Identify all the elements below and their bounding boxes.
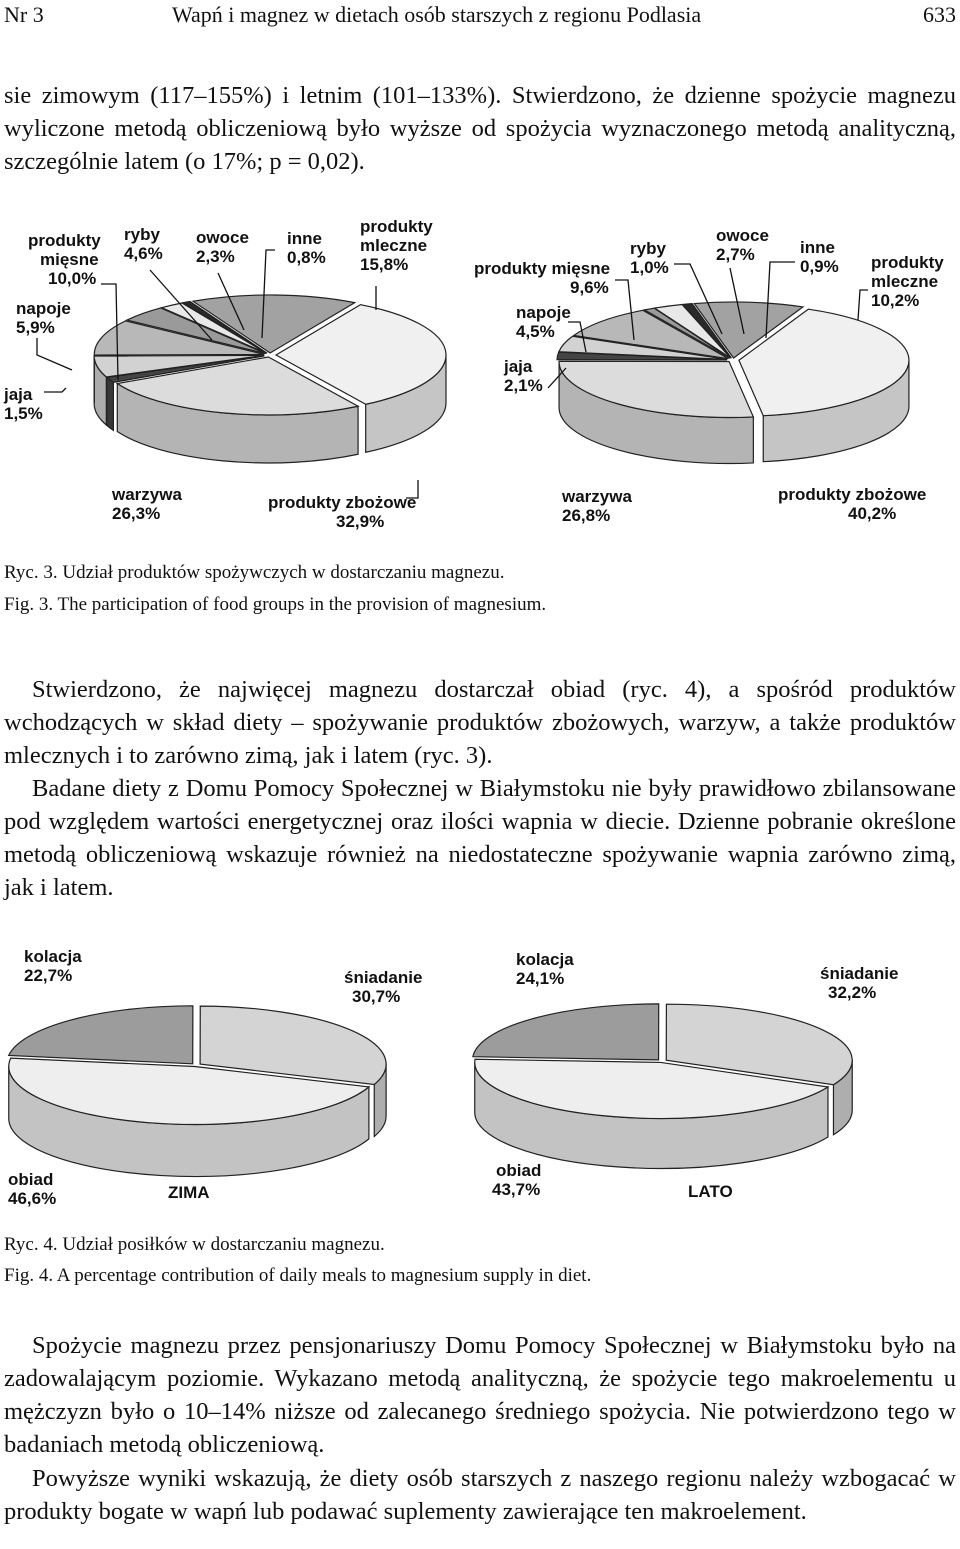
- pie-slice-kolacja: [473, 1004, 659, 1060]
- slice-label-napoje: napoje 4,5%: [516, 303, 571, 341]
- slice-label-napoje: napoje 5,9%: [16, 299, 71, 337]
- running-title: Wapń i magnez w dietach osób starszych z regionu Podlasia: [172, 2, 702, 27]
- slice-label-obiad: obiad 43,7%: [492, 1161, 542, 1199]
- slice-label-warzywa: warzywa 26,3%: [112, 485, 182, 523]
- slice-label-sniadanie: śniadanie 32,2%: [820, 964, 899, 1002]
- leader-line: [44, 388, 66, 392]
- slice-label-jaja: jaja 1,5%: [4, 385, 43, 423]
- pie-chart-summer-food-groups: [557, 302, 909, 463]
- pie-side-jaja: [107, 377, 114, 430]
- page-number: 633: [923, 2, 956, 27]
- figure-3-charts: [0, 210, 960, 535]
- pie-chart-summer-meals: [473, 1004, 852, 1169]
- pie-top-faces: [473, 1004, 852, 1119]
- figure-3-caption-pl: Ryc. 3. Udział produktów spożywczych w dostarczaniu magnezu.: [4, 562, 505, 583]
- slice-label-ryby: ryby 1,0%: [630, 239, 669, 277]
- slice-label-jaja: jaja 2,1%: [504, 357, 543, 395]
- slice-label-produkty-mleczne: produkty mleczne 10,2%: [871, 253, 944, 310]
- pie-top-faces: [557, 302, 909, 417]
- slice-label-ryby: ryby 4,6%: [124, 225, 163, 263]
- pie-chart-winter-food-groups: [94, 295, 446, 463]
- leader-line: [37, 338, 72, 370]
- slice-label-inne: inne 0,8%: [287, 229, 326, 267]
- slice-label-kolacja: kolacja 22,7%: [24, 947, 82, 985]
- running-header: [0, 2, 960, 32]
- slice-label-kolacja: kolacja 24,1%: [516, 950, 574, 988]
- slice-label-warzywa: warzywa 26,8%: [562, 487, 632, 525]
- pie-top-faces: [94, 295, 446, 415]
- slice-label-owoce: owoce 2,3%: [196, 228, 249, 266]
- slice-label-season-zima: ZIMA: [168, 1183, 210, 1202]
- slice-label-obiad: obiad 46,6%: [8, 1170, 57, 1208]
- slice-label-produkty-miesne: produkty mięsne 9,6%: [474, 259, 611, 297]
- figure-4-caption-en: Fig. 4. A percentage contribution of daily meals to magnesium supply in diet.: [4, 1265, 592, 1286]
- slice-label-produkty-zbozowe: produkty zbożowe 32,9%: [268, 493, 417, 531]
- figure-4-charts: [0, 940, 960, 1215]
- figure-3-caption-en: Fig. 3. The participation of food groups in the provision of magnesium.: [4, 594, 547, 615]
- body-paragraph: Spożycie magnezu przez pensjonariuszy Domu Pomocy Społecznej w Białymstoku było na zadowalającym poziomie. Wykazano metodą analityczną, że spożycie tego makroelementu u mężczyzn było o 10–14% niższe od zalecanego średniego spożycia. Nie potwierdzono tego w badaniach metodą obliczeniową.: [4, 1332, 956, 1458]
- pie-chart-winter-meals: [9, 1006, 386, 1177]
- body-paragraph: Stwierdzono, że najwięcej magnezu dostarczał obiad (ryc. 4), a spośród produktów wchodzących w skład diety – spożywanie produktów zbożowych, warzyw, a także produktów mlecznych i to zarówno zimą, jak i latem (ryc. 3).: [4, 676, 956, 769]
- figure-4-caption-pl: Ryc. 4. Udział posiłków w dostarczaniu magnezu.: [4, 1234, 385, 1255]
- body-paragraph: Badane diety z Domu Pomocy Społecznej w Białymstoku nie były prawidłowo zbilansowane pod względem wartości energetycznej oraz ilości wapnia w diecie. Dzienne pobranie określone metodą obliczeniową wskazuje również na niedostateczne spożywanie wapnia zarówno zimą, jak i latem.: [4, 775, 956, 901]
- pie-slice-kolacja: [9, 1006, 193, 1064]
- slice-label-produkty-miesne: produkty mięsne 10,0%: [28, 231, 101, 288]
- slice-label-owoce: owoce 2,7%: [716, 226, 769, 264]
- journal-issue: Nr 3: [4, 2, 44, 27]
- body-paragraph: sie zimowym (117–155%) i letnim (101–133%). Stwierdzono, że dzienne spożycie magnezu wyliczone metodą obliczeniową było wyższe od spożycia wyznaczonego metodą analityczną, szczególnie latem (o 17%; p = 0,02).: [4, 82, 956, 175]
- slice-label-produkty-zbozowe: produkty zbożowe 40,2%: [778, 485, 927, 523]
- slice-label-produkty-mleczne: produkty mleczne 15,8%: [360, 217, 433, 274]
- body-paragraph: Powyższe wyniki wskazują, że diety osób starszych z naszego regionu należy wzbogacać w produkty bogate w wapń lub podawać suplementy zawierające ten makroelement.: [4, 1465, 956, 1525]
- slice-label-inne: inne 0,9%: [800, 238, 839, 276]
- pie-top-faces: [9, 1006, 386, 1125]
- leader-line: [858, 290, 868, 320]
- slice-label-sniadanie: śniadanie 30,7%: [344, 968, 423, 1006]
- slice-label-season-lato: LATO: [688, 1182, 733, 1201]
